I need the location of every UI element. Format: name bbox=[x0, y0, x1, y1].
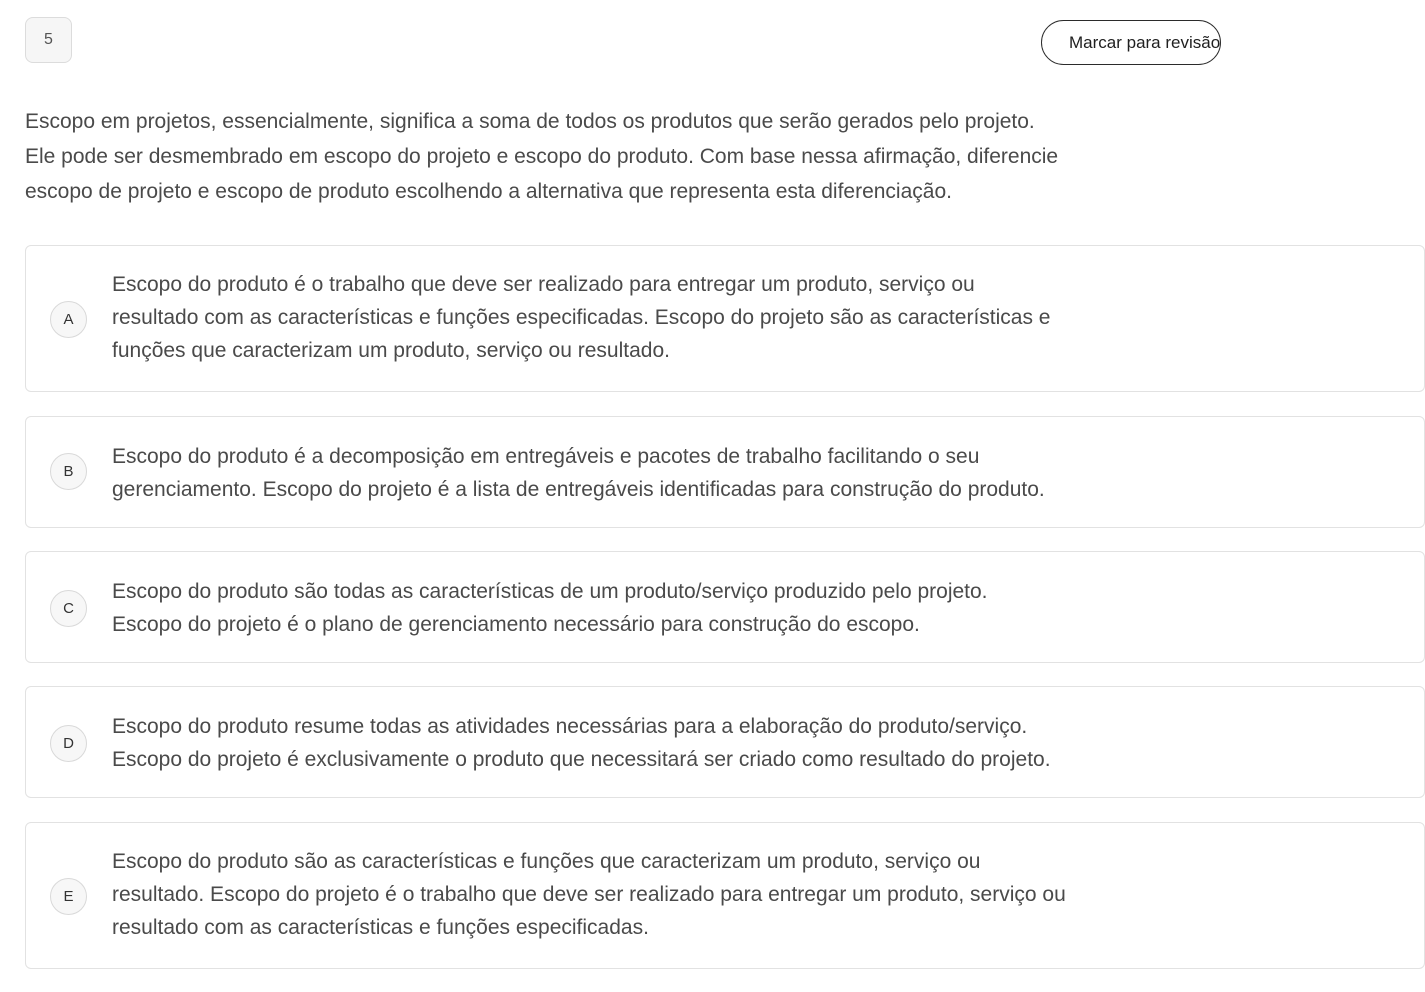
option-line: resultado com as características e funções especificadas. bbox=[112, 916, 649, 939]
option-line: resultado. Escopo do projeto é o trabalho que deve ser realizado para entregar um produto, serviço ou bbox=[112, 883, 1066, 906]
option-text bbox=[112, 845, 1424, 944]
option-line: Escopo do produto é a decomposição em entregáveis e pacotes de trabalho facilitando o seu bbox=[112, 445, 980, 468]
option-letter-badge: A bbox=[50, 301, 87, 338]
option-e[interactable] bbox=[25, 822, 1425, 969]
option-letter-badge: D bbox=[50, 725, 87, 762]
question-statement bbox=[25, 104, 1425, 209]
option-text bbox=[112, 710, 1424, 776]
option-letter-badge: B bbox=[50, 453, 87, 490]
statement-line: Ele pode ser desmembrado em escopo do projeto e escopo do produto. Com base nessa afirmação, diferencie bbox=[25, 145, 1059, 168]
option-text bbox=[112, 575, 1424, 641]
option-c[interactable] bbox=[25, 551, 1425, 663]
option-line: Escopo do produto são as características e funções que caracterizam um produto, serviço ou bbox=[112, 850, 981, 873]
option-line: Escopo do projeto é o plano de gerenciamento necessário para construção do escopo. bbox=[112, 613, 920, 636]
option-b[interactable] bbox=[25, 416, 1425, 528]
option-letter-badge: E bbox=[50, 878, 87, 915]
option-a[interactable] bbox=[25, 245, 1425, 392]
question-number-badge: 5 bbox=[25, 17, 72, 63]
statement-line: Escopo em projetos, essencialmente, significa a soma de todos os produtos que serão gerados pelo projeto. bbox=[25, 110, 1035, 133]
statement-line: escopo de projeto e escopo de produto escolhendo a alternativa que representa esta diferenciação. bbox=[25, 180, 952, 203]
option-letter-badge: C bbox=[50, 590, 87, 627]
option-line: funções que caracterizam um produto, serviço ou resultado. bbox=[112, 339, 670, 362]
option-text bbox=[112, 268, 1424, 367]
option-line: gerenciamento. Escopo do projeto é a lista de entregáveis identificadas para construção do produto. bbox=[112, 478, 1045, 501]
option-line: Escopo do produto são todas as características de um produto/serviço produzido pelo projeto. bbox=[112, 580, 988, 603]
option-line: Escopo do projeto é exclusivamente o produto que necessitará ser criado como resultado do projeto. bbox=[112, 748, 1051, 771]
option-line: Escopo do produto resume todas as atividades necessárias para a elaboração do produto/serviço. bbox=[112, 715, 1028, 738]
option-d[interactable] bbox=[25, 686, 1425, 798]
option-text bbox=[112, 440, 1424, 506]
mark-for-review-button[interactable]: Marcar para revisão bbox=[1041, 20, 1221, 65]
option-line: Escopo do produto é o trabalho que deve ser realizado para entregar um produto, serviço ou bbox=[112, 273, 975, 296]
option-line: resultado com as características e funções especificadas. Escopo do projeto são as características e bbox=[112, 306, 1051, 329]
